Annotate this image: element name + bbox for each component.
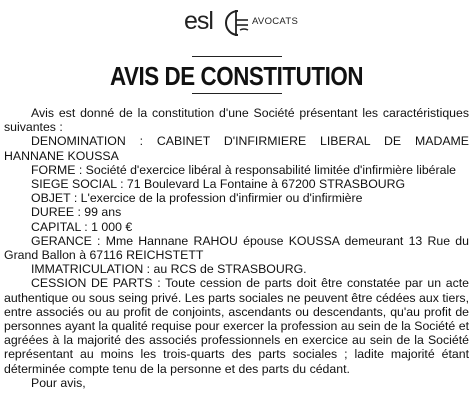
title-rule-top bbox=[192, 56, 282, 57]
immatriculation-paragraph: IMMATRICULATION : au RCS de STRASBOURG. bbox=[31, 262, 307, 277]
notice-body bbox=[4, 106, 469, 390]
logo-avocats-text: AVOCATS bbox=[252, 16, 299, 27]
closing-paragraph: Pour avis, bbox=[31, 375, 86, 390]
siege-social-paragraph: SIEGE SOCIAL : 71 Boulevard La Fontaine à 67200 STRASBOURG bbox=[31, 177, 406, 192]
page-title: AVIS DE CONSTITUTION bbox=[109, 61, 364, 91]
intro-paragraph: Avis est donné de la constitution d'une Société présentant les caractéristiques suivantes : bbox=[4, 106, 469, 135]
cession-de-parts-paragraph: CESSION DE PARTS : Toute cession de parts doit être constatée par un acte authentique ou sous seing privé. Les parts sociales ne peuvent être cédées aux tiers, entre associés ou au profit de conjoints, ascendants ou descendants, qu'au profit de personnes ayant la qualité requise pour exercer la profession au sein de la Société et agréées à la majorité des associés professionnels en exercice au sein de la Société représentant au moins les trois-quarts des parts sociales ; ladite majorité étant déterminée compte tenu de la personne et des parts du cédant. bbox=[4, 276, 469, 376]
logo-mark-icon bbox=[224, 8, 250, 38]
gerance-paragraph: GERANCE : Mme Hannane RAHOU épouse KOUSSA demeurant 13 Rue du Grand Ballon à 67116 REICHSTETT bbox=[4, 233, 469, 263]
header bbox=[0, 6, 473, 40]
denomination-paragraph: DENOMINATION : CABINET D'INFIRMIERE LIBERAL DE MADAME HANNANE KOUSSA bbox=[4, 134, 469, 163]
esl-avocats-logo bbox=[184, 8, 304, 38]
duree-paragraph: DUREE : 99 ans bbox=[31, 205, 122, 220]
forme-paragraph: FORME : Société d'exercice libéral à responsabilité limitée d'infirmière libérale bbox=[31, 162, 457, 177]
objet-paragraph: OBJET : L'exercice de la profession d'infirmier ou d'infirmière bbox=[31, 191, 363, 206]
title-rule-bottom bbox=[192, 93, 282, 94]
capital-paragraph: CAPITAL : 1 000 € bbox=[31, 219, 133, 234]
logo-esl-text: esl bbox=[184, 7, 213, 35]
